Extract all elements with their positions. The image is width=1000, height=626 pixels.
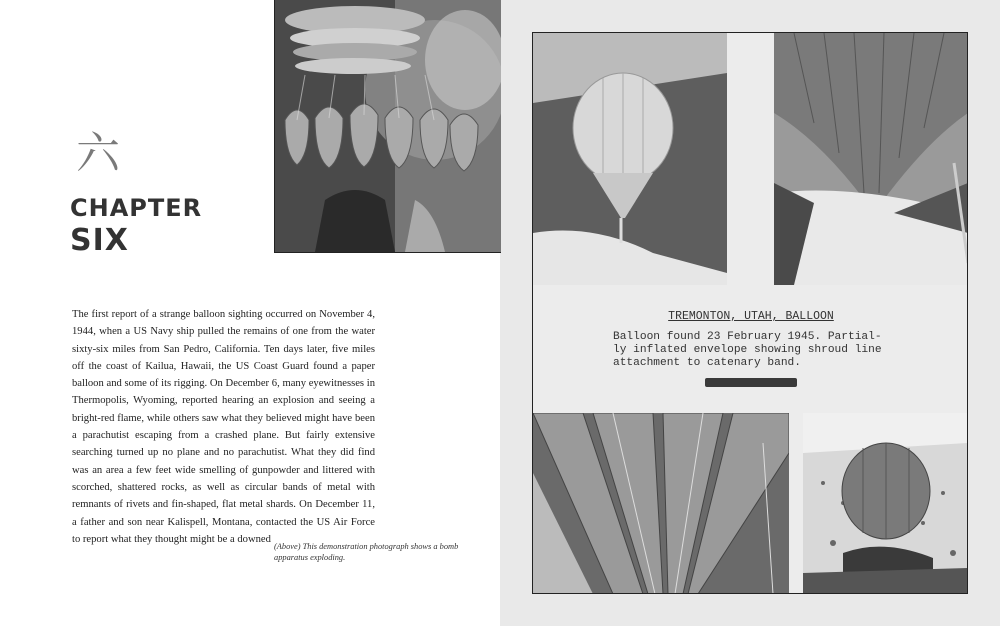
balloon-envelope-closeup-photo [774, 33, 968, 285]
deflated-envelope-photo [533, 413, 789, 594]
card-description: Balloon found 23 February 1945. Partial- ly inflated envelope showing shroud line attachment to catenary band. [613, 331, 882, 369]
chapter-label: CHAPTER [70, 194, 203, 222]
redaction-bar [705, 378, 797, 387]
balloon-hillside-photo [533, 33, 727, 285]
body-paragraph: The first report of a strange balloon sighting occurred on November 4, 1944, when a US Navy ship pulled the remains of one from the water sixty-six miles from San Pedro, California. Ten days later, five miles off the coast of Kailua, Hawaii, the US Coast Guard found a paper balloon and some of its rigging. On December 6, many eyewitnesses in Thermopolis, Wyoming, reported hearing an explosion and seeing a bright-red flame, while others saw what they believed might have been a parachutist escaping from a crashed plane. But fairly extensive searching turned up no plane and no parachutist. What they did find was an area a few feet wide smelling of gunpowder and littered with scorched, shattered rocks, as well as circular bands of metal with remnants of rivets and fin-shaped, flat metal shards. On December 11, a father and son near Kalispell, Montana, contacted the US Air Force to report what they thought might be a downed [72, 309, 375, 545]
archival-card [532, 32, 968, 594]
chapter-number: SIX [70, 223, 129, 258]
chapter-kanji: 六 [76, 128, 120, 179]
photo-caption: (Above) This demonstration photograph shows a bomb apparatus exploding. [274, 542, 459, 562]
balloon-snow-field-photo [803, 413, 968, 594]
bomb-apparatus-photo [274, 0, 501, 253]
card-title: TREMONTON, UTAH, BALLOON [668, 310, 834, 323]
